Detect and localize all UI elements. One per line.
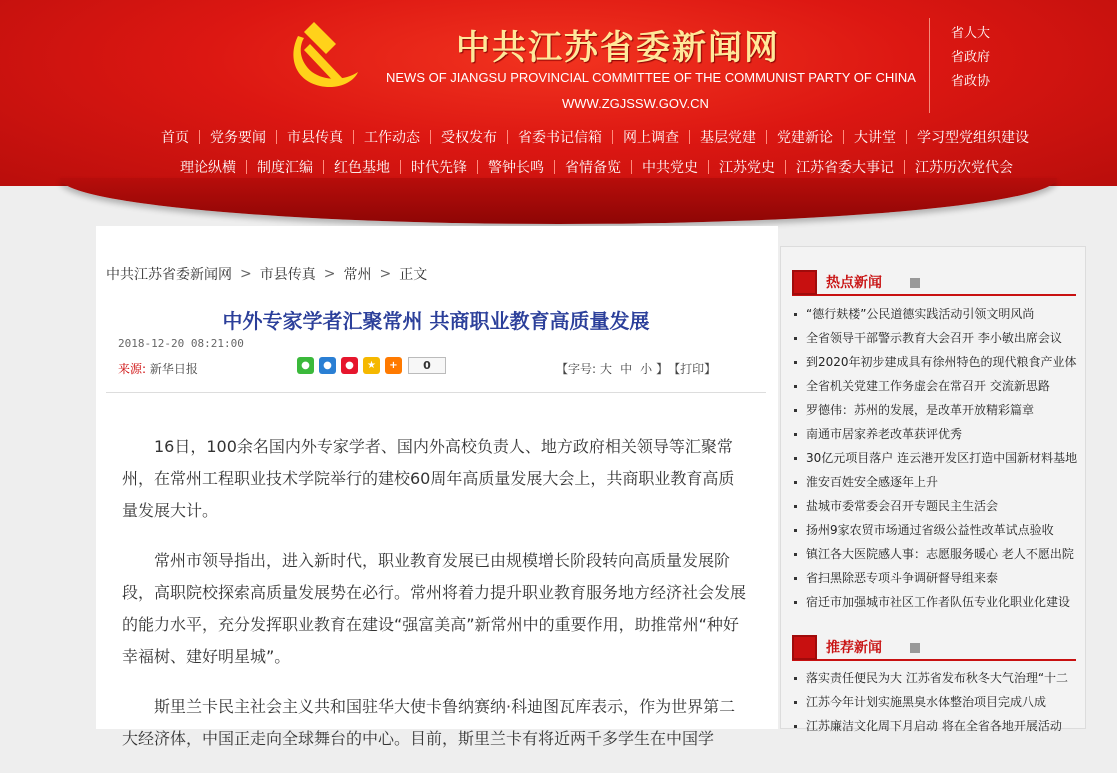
breadcrumb-separator: > [323, 266, 336, 282]
nav-separator [246, 160, 247, 174]
nav-separator [430, 130, 431, 144]
breadcrumb-separator: > [240, 266, 252, 282]
nav-item[interactable]: 网上调查 [623, 130, 679, 146]
hot-news-item[interactable]: 淮安百姓安全感逐年上升 [792, 470, 1080, 494]
site-url: WWW.ZGJSSW.GOV.CN [562, 96, 709, 111]
nav-item[interactable]: 市县传真 [287, 130, 343, 146]
hot-news-item[interactable]: 到2020年初步建成具有徐州特色的现代粮食产业体 [792, 350, 1080, 374]
print-link[interactable]: 【打印】 [668, 362, 717, 376]
nav-separator [689, 130, 690, 144]
article-paragraph: 斯里兰卡民主社会主义共和国驻华大使卡鲁纳赛纳·科迪图瓦库表示，作为世界第二大经济体，中国正走向全球舞台的中心。目前，斯里兰卡有将近两千多学生在中国学 [122, 697, 736, 748]
more-share-icon[interactable]: + [385, 357, 402, 374]
recommended-news-item[interactable]: 江苏今年计划实施黑臭水体整治项目完成八成 [792, 690, 1080, 714]
article-title: 中外专家学者汇聚常州 共商职业教育高质量发展 [222, 309, 650, 333]
hot-news-header [792, 268, 1076, 296]
nav-separator [353, 130, 354, 144]
hot-news-item[interactable]: “德行麸楼”公民道德实践活动引领文明风尚 [792, 302, 1080, 326]
site-header [0, 0, 1117, 196]
site-title: 中共江苏省委新闻网 [456, 28, 780, 68]
main-nav-row-1 [161, 127, 1029, 147]
nav-item[interactable]: 江苏省委大事记 [796, 160, 894, 176]
header-side-links [951, 24, 990, 91]
hot-news-list [792, 302, 1080, 614]
site-subtitle: NEWS OF JIANGSU PROVINCIAL COMMITTEE OF THE COMMUNIST PARTY OF CHINA [386, 70, 916, 85]
side-link-zhengfu[interactable]: 省政府 [951, 50, 991, 65]
nav-item[interactable]: 中共党史 [642, 160, 698, 176]
weibo-share-icon[interactable]: ● [341, 357, 358, 374]
hot-news-item[interactable]: 盐城市委常委会召开专题民主生活会 [792, 494, 1080, 518]
font-size-close: 】 [656, 362, 669, 376]
font-size-open: 【字号: [556, 362, 597, 376]
nav-item[interactable]: 制度汇编 [257, 160, 313, 176]
nav-item[interactable]: 党建新论 [777, 130, 833, 146]
side-link-zhengxie[interactable]: 省政协 [951, 74, 991, 89]
breadcrumb [106, 264, 427, 284]
nav-separator [708, 160, 709, 174]
wechat-share-icon[interactable]: ● [297, 357, 314, 374]
recommended-news-title: 推荐新闻 [826, 640, 882, 656]
breadcrumb-home[interactable]: 中共江苏省委新闻网 [106, 267, 232, 283]
article-paragraph: 16日，100余名国内外专家学者、国内外高校负责人、地方政府相关领导等汇聚常州，在常州工程职业技术学院举行的建校60周年高质量发展大会上，共商职业教育高质量发展大计。 [122, 437, 735, 520]
nav-item[interactable]: 工作动态 [364, 130, 420, 146]
side-link-renda[interactable]: 省人大 [951, 26, 991, 41]
hot-news-item[interactable]: 南通市居家养老改革获评优秀 [792, 422, 1080, 446]
hot-news-title: 热点新闻 [826, 275, 882, 291]
nav-separator [612, 130, 613, 144]
breadcrumb-separator: > [379, 266, 392, 282]
hot-news-item[interactable]: 省扫黑除恶专项斗争调研督导组来泰 [792, 566, 1080, 590]
font-size-medium-link[interactable]: 中 [620, 362, 633, 376]
section-square-icon [910, 643, 920, 653]
nav-separator [843, 130, 844, 144]
party-emblem-icon [280, 14, 362, 96]
article-source [118, 360, 198, 377]
section-square-icon [910, 278, 920, 288]
font-size-large-link[interactable]: 大 [600, 362, 613, 376]
nav-separator [276, 130, 277, 144]
nav-item[interactable]: 江苏历次党代会 [915, 160, 1013, 176]
recommended-news-list [792, 666, 1080, 738]
article-divider [106, 392, 766, 393]
nav-item[interactable]: 理论纵横 [180, 160, 236, 176]
hot-news-item[interactable]: 扬州9家农贸市场通过省级公益性改革试点验收 [792, 518, 1080, 542]
share-count: 0 [408, 357, 446, 374]
hot-news-item[interactable]: 罗德伟：苏州的发展，是改革开放精彩篇章 [792, 398, 1080, 422]
nav-item[interactable]: 首页 [161, 130, 189, 146]
source-label: 来源: [118, 362, 147, 376]
nav-separator [400, 160, 401, 174]
section-marker-icon [792, 270, 817, 295]
qq-share-icon[interactable]: ● [319, 357, 336, 374]
nav-item[interactable]: 红色基地 [334, 160, 390, 176]
share-bar [297, 357, 446, 374]
font-size-controls [556, 360, 716, 377]
nav-item[interactable]: 基层党建 [700, 130, 756, 146]
main-nav-row-2 [180, 157, 1013, 177]
hot-news-item[interactable]: 30亿元项目落户 连云港开发区打造中国新材料基地 [792, 446, 1080, 470]
article-paragraph: 常州市领导指出，进入新时代，职业教育发展已由规模增长阶段转向高质量发展阶段，高职院校探索高质量发展势在必行。常州将着力提升职业教育服务地方经济社会发展的能力水平，充分发挥职业教育在建设“强富美高”新常州中的重要作用，助推常州“种好幸福树、建好明星城”。 [122, 551, 747, 666]
nav-separator [507, 130, 508, 144]
recommended-news-item[interactable]: 江苏廉洁文化周下月启动 将在全省各地开展活动 [792, 714, 1080, 738]
hot-news-item[interactable]: 全省机关党建工作务虚会在常召开 交流新思路 [792, 374, 1080, 398]
breadcrumb-city-news[interactable]: 市县传真 [259, 267, 316, 283]
hot-news-item[interactable]: 镇江各大医院感人事：志愿服务暖心 老人不愿出院 [792, 542, 1080, 566]
hot-news-item[interactable]: 全省领导干部警示教育大会召开 李小敏出席会议 [792, 326, 1080, 350]
breadcrumb-changzhou[interactable]: 常州 [343, 267, 372, 283]
nav-separator [785, 160, 786, 174]
source-name: 新华日报 [149, 362, 198, 376]
nav-item[interactable]: 江苏党史 [719, 160, 775, 176]
nav-separator [906, 130, 907, 144]
hot-news-item[interactable]: 宿迁市加强城市社区工作者队伍专业化职业化建设 [792, 590, 1080, 614]
header-divider [929, 18, 930, 113]
font-size-small-link[interactable]: 小 [640, 362, 653, 376]
nav-item[interactable]: 省情备览 [565, 160, 621, 176]
nav-separator [199, 130, 200, 144]
nav-separator [904, 160, 905, 174]
recommended-news-header [792, 633, 1076, 661]
nav-item[interactable]: 受权发布 [441, 130, 497, 146]
article-body [122, 431, 750, 773]
nav-item[interactable]: 大讲堂 [854, 130, 896, 146]
qzone-share-icon[interactable]: ★ [363, 357, 380, 374]
nav-item[interactable]: 省委书记信箱 [518, 130, 602, 146]
section-marker-icon [792, 635, 817, 660]
nav-separator [554, 160, 555, 174]
breadcrumb-current: 正文 [399, 267, 428, 283]
nav-item[interactable]: 党务要闻 [210, 130, 266, 146]
nav-item[interactable]: 学习型党组织建设 [917, 130, 1029, 146]
nav-item[interactable]: 时代先锋 [411, 160, 467, 176]
recommended-news-item[interactable]: 落实责任便民为大 江苏省发布秋冬大气治理“十二 [792, 666, 1080, 690]
nav-separator [631, 160, 632, 174]
nav-separator [477, 160, 478, 174]
nav-separator [323, 160, 324, 174]
article-date: 2018-12-20 08:21:00 [118, 337, 244, 350]
nav-separator [766, 130, 767, 144]
nav-item[interactable]: 警钟长鸣 [488, 160, 544, 176]
